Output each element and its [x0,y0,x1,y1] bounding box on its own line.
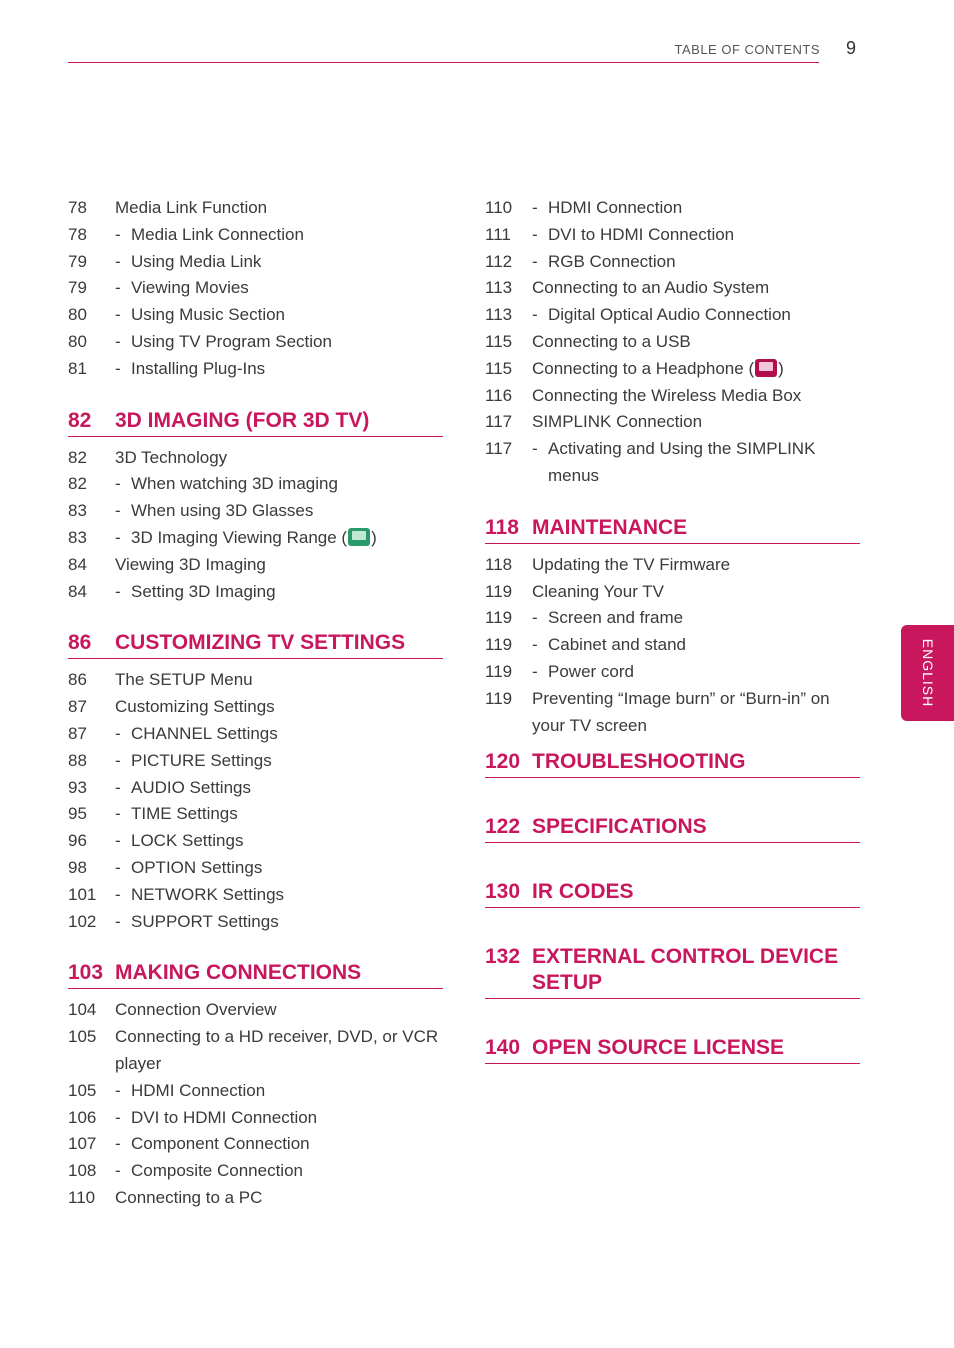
toc-subentry[interactable] [485,302,860,329]
section-page: 120 [485,750,521,774]
toc-entry[interactable] [68,667,443,694]
subentry-dash: - [115,1161,121,1181]
subentry-dash: - [115,1107,121,1127]
section-page: 86 [68,631,92,655]
toc-entry-page: 84 [68,554,87,574]
section-spacer [485,786,860,804]
toc-subentry[interactable] [68,302,443,329]
toc-entry-text: Connecting the Wireless Media Box [532,385,802,405]
toc-entry-title [68,694,443,721]
toc-entry-page: 88 [68,750,87,770]
toc-entry-text: HDMI Connection [548,198,683,217]
toc-subentry[interactable] [68,1105,443,1132]
subentry-dash: - [115,750,121,770]
toc-entry-page: 110 [485,198,513,217]
toc-entry-page: 113 [485,278,513,298]
toc-entry-title [485,356,860,383]
toc-entry-text: SUPPORT Settings [131,911,279,931]
toc-entry-title [68,1024,443,1078]
toc-entry-title [485,302,860,329]
toc-subentry[interactable] [485,632,860,659]
toc-entry-text: TIME Settings [131,804,238,824]
toc-entry-page: 105 [68,1027,97,1047]
toc-entry-page: 112 [485,251,513,271]
toc-entry-title [485,249,860,276]
toc-entry-text: LOCK Settings [131,831,244,851]
toc-entry-title [68,748,443,775]
toc-entry-text: When watching 3D imaging [131,474,338,494]
toc-entry-page: 106 [68,1107,97,1127]
section-heading[interactable] [485,879,860,908]
toc-subentry[interactable] [68,525,443,552]
toc-subentry[interactable] [68,909,443,936]
section-page: 122 [485,815,521,839]
toc-entry-page: 87 [68,697,87,717]
subentry-dash: - [115,831,121,851]
toc-entry-text: Connecting to an Audio System [532,278,770,298]
toc-entry-text: Using Media Link [131,251,262,271]
toc-entry-text: Screen and frame [548,608,684,628]
toc-entry-page: 83 [68,527,87,547]
toc-entry-text: Cleaning Your TV [532,581,665,601]
section-heading[interactable] [485,814,860,843]
toc-entry-page: 119 [485,661,513,681]
toc-entry[interactable] [68,552,443,579]
language-tab-label: ENGLISH [919,638,936,708]
toc-entry-title [68,775,443,802]
section-spacer [485,1007,860,1025]
toc-entry-text: CHANNEL Settings [131,723,278,743]
toc-entry-title [68,855,443,882]
toc-entry-title [68,445,443,472]
subentry-dash: - [115,501,121,521]
toc-entry-title [68,1131,443,1158]
toc-subentry[interactable] [485,195,860,222]
toc-entry[interactable] [68,445,443,472]
section-heading[interactable] [485,944,860,999]
toc-entry-page: 105 [68,1080,97,1100]
subentry-dash: - [532,224,538,244]
toc-subentry[interactable] [68,1131,443,1158]
toc-entry[interactable] [485,329,860,356]
toc-entry-text: Digital Optical Audio Connection [548,305,791,325]
toc-entry-title [485,275,860,302]
toc-entry-page: 96 [68,831,87,851]
toc-entry-title [68,997,443,1024]
toc-entry-title [68,222,443,249]
toc-entry-page: 78 [68,198,87,217]
toc-entry[interactable] [485,552,860,579]
toc-subentry[interactable] [485,659,860,686]
subentry-dash: - [115,251,121,271]
subentry-dash: - [532,251,538,271]
header-divider [68,62,819,63]
toc-entry[interactable] [485,409,860,436]
toc-entry-title [68,801,443,828]
toc-entry-page: 119 [485,688,513,708]
language-tab [901,625,954,721]
subentry-dash: - [532,305,538,325]
subentry-dash: - [115,911,121,931]
section-spacer [485,851,860,869]
section-page: 118 [485,515,519,539]
section-title: MAKING CONNECTIONS [115,961,362,985]
toc-entry-title [68,552,443,579]
section-page: 82 [68,408,92,432]
subentry-dash: - [115,331,121,351]
toc-entry-page: 81 [68,358,87,378]
toc-right-column [485,195,860,1090]
toc-entry-title [68,195,443,222]
section-spacer [485,1072,860,1090]
toc-entry-text: Using Music Section [131,305,286,325]
toc-subentry[interactable] [68,471,443,498]
toc-subentry[interactable] [68,1078,443,1105]
section-title: 3D IMAGING (FOR 3D TV) [115,408,370,432]
toc-subentry[interactable] [68,882,443,909]
toc-entry-text: 3D Imaging Viewing Range ( [131,527,348,547]
toc-subentry[interactable] [68,748,443,775]
3d-tv-icon [348,528,370,546]
toc-entry-title [485,659,860,686]
toc-entry-text: When using 3D Glasses [131,501,314,521]
toc-subentry[interactable] [68,275,443,302]
toc-subentry[interactable] [68,855,443,882]
toc-entry[interactable] [68,694,443,721]
section-title: IR CODES [532,880,634,904]
subentry-dash: - [115,358,121,378]
lcd-tv-icon [755,359,777,377]
subentry-dash: - [115,305,121,325]
toc-subentry[interactable] [68,579,443,606]
toc-entry-page: 115 [485,358,513,378]
toc-entry-text: Preventing “Image burn” or “Burn-in” on your TV screen [532,688,830,735]
section-heading[interactable] [485,1035,860,1064]
toc-entry-text: Activating and Using the SIMPLINK menus [548,439,816,485]
subentry-dash: - [532,661,538,681]
section-title: SPECIFICATIONS [532,815,707,839]
toc-entry-title [485,195,860,222]
toc-entry-page: 115 [485,331,513,351]
toc-entry[interactable] [68,1185,443,1212]
subentry-dash: - [115,1134,121,1154]
toc-entry-text: HDMI Connection [131,1080,266,1100]
toc-entry-text: Media Link Function [115,198,268,217]
toc-entry[interactable] [68,195,443,222]
section-title: CUSTOMIZING TV SETTINGS [115,631,406,655]
toc-entry-text: AUDIO Settings [131,777,251,797]
toc-subentry[interactable] [485,222,860,249]
toc-entry-page: 83 [68,501,87,521]
section-page: 132 [485,945,521,969]
subentry-dash: - [115,804,121,824]
section-page: 140 [485,1036,521,1060]
toc-entry-page: 119 [485,608,513,628]
toc-entry-title [68,721,443,748]
toc-entry-text: DVI to HDMI Connection [131,1107,318,1127]
toc-entry-title [68,909,443,936]
toc-entry-page: 79 [68,251,87,271]
toc-subentry[interactable] [68,775,443,802]
toc-entry[interactable] [68,997,443,1024]
toc-entry-title [485,409,860,436]
toc-entry[interactable] [68,1024,443,1078]
toc-entry-text: NETWORK Settings [131,884,285,904]
toc-entry-text: 3D Technology [115,447,228,467]
toc-entry-page: 86 [68,670,87,690]
toc-subentry[interactable] [485,249,860,276]
section-title: TROUBLESHOOTING [532,750,746,774]
toc-entry[interactable] [485,356,860,383]
section-spacer [485,916,860,934]
subentry-dash: - [115,474,121,494]
toc-entry-title [485,632,860,659]
toc-entry[interactable] [485,275,860,302]
toc-entry-text: OPTION Settings [131,857,263,877]
toc-entry-page: 117 [485,439,513,459]
toc-entry-text: Connecting to a USB [532,331,691,351]
toc-entry-text: Component Connection [131,1134,310,1154]
toc-entry-title [68,471,443,498]
toc-entry[interactable] [485,686,860,740]
toc-entry-text: Connecting to a HD receiver, DVD, or VCR player [115,1027,439,1073]
toc-entry-page: 119 [485,635,513,655]
toc-entry-title [485,383,860,410]
subentry-dash: - [115,527,121,547]
toc-entry-page: 84 [68,581,87,601]
toc-entry-page: 82 [68,447,87,467]
subentry-dash: - [115,278,121,298]
toc-entry-title [68,882,443,909]
toc-entry-page: 117 [485,412,513,432]
toc-entry-page: 78 [68,224,87,244]
toc-entry-text: DVI to HDMI Connection [548,224,735,244]
toc-subentry[interactable] [68,356,443,383]
toc-entry-title [68,302,443,329]
toc-subentry[interactable] [485,605,860,632]
toc-entry-title [68,828,443,855]
toc-entry-page: 101 [68,884,97,904]
toc-subentry[interactable] [485,436,860,490]
toc-entry-text: Power cord [548,661,634,681]
toc-entry-text: Media Link Connection [131,224,304,244]
toc-entry-page: 104 [68,1000,97,1020]
section-heading[interactable] [68,630,443,659]
toc-entry-suffix: ) [371,527,377,547]
section-heading[interactable] [68,408,443,437]
subentry-dash: - [532,635,538,655]
page-number: 9 [846,38,857,58]
toc-entry-page: 118 [485,554,513,574]
toc-left-column [68,195,443,1212]
toc-entry-title [68,329,443,356]
toc-entry-text: Connection Overview [115,1000,277,1020]
toc-entry-page: 111 [485,224,511,244]
toc-entry-title [68,249,443,276]
subentry-dash: - [532,198,538,217]
toc-entry-title [68,356,443,383]
section-heading[interactable] [68,960,443,989]
toc-entry-page: 108 [68,1161,97,1181]
toc-entry-title [485,686,860,740]
toc-entry-text: Updating the TV Firmware [532,554,731,574]
toc-entry-text: Customizing Settings [115,697,275,717]
toc-entry-text: Connecting to a Headphone ( [532,358,755,378]
toc-entry-title [68,1078,443,1105]
toc-entry-title [485,579,860,606]
toc-entry-text: Connecting to a PC [115,1187,263,1207]
toc-entry-page: 107 [68,1134,97,1154]
section-title: MAINTENANCE [532,515,688,539]
toc-entry-title [68,275,443,302]
toc-subentry[interactable] [68,329,443,356]
toc-entry-page: 98 [68,857,87,877]
section-page: 130 [485,880,521,904]
toc-entry-page: 87 [68,723,87,743]
toc-entry-page: 110 [68,1187,96,1207]
toc-entry-title [68,1158,443,1185]
toc-entry-text: Installing Plug-Ins [131,358,266,378]
toc-entry-page: 82 [68,474,87,494]
toc-entry-text: PICTURE Settings [131,750,272,770]
toc-entry-text: Setting 3D Imaging [131,581,276,601]
toc-entry-title [68,498,443,525]
toc-entry-text: Using TV Program Section [131,331,332,351]
toc-entry-page: 119 [485,581,513,601]
toc-entry-title [485,436,860,490]
toc-entry[interactable] [485,579,860,606]
toc-subentry[interactable] [68,801,443,828]
subentry-dash: - [115,884,121,904]
toc-entry-title [485,329,860,356]
toc-subentry[interactable] [68,828,443,855]
toc-subentry[interactable] [68,222,443,249]
toc-entry-title [68,525,443,552]
toc-entry-text: Viewing Movies [131,278,249,298]
toc-subentry[interactable] [68,498,443,525]
toc-entry-page: 93 [68,777,87,797]
toc-entry-text: Composite Connection [131,1161,303,1181]
section-page: 103 [68,961,104,985]
subentry-dash: - [115,224,121,244]
toc-subentry[interactable] [68,1158,443,1185]
toc-entry-text: Viewing 3D Imaging [115,554,266,574]
subentry-dash: - [115,857,121,877]
section-heading[interactable] [485,515,860,544]
toc-entry-page: 102 [68,911,97,931]
section-title: OPEN SOURCE LICENSE [532,1036,785,1060]
subentry-dash: - [532,608,538,628]
toc-entry-page: 79 [68,278,87,298]
toc-entry-page: 116 [485,385,513,405]
toc-entry-page: 80 [68,305,87,325]
toc-entry-title [68,667,443,694]
toc-subentry[interactable] [68,249,443,276]
section-title: EXTERNAL CONTROL DEVICE SETUP [532,945,839,995]
toc-entry-title [68,579,443,606]
subentry-dash: - [115,723,121,743]
toc-entry[interactable] [485,383,860,410]
toc-entry-text: RGB Connection [548,251,676,271]
toc-entry-text: The SETUP Menu [115,670,253,690]
toc-subentry[interactable] [68,721,443,748]
toc-entry-page: 113 [485,305,513,325]
running-header: TABLE OF CONTENTS [674,42,820,57]
section-heading[interactable] [485,749,860,778]
toc-entry-page: 95 [68,804,87,824]
toc-entry-title [485,222,860,249]
subentry-dash: - [115,1080,121,1100]
toc-entry-suffix: ) [778,358,784,378]
toc-entry-title [485,552,860,579]
toc-entry-text: SIMPLINK Connection [532,412,703,432]
toc-entry-title [485,605,860,632]
toc-entry-page: 80 [68,331,87,351]
subentry-dash: - [115,777,121,797]
toc-entry-text: Cabinet and stand [548,635,686,655]
subentry-dash: - [532,439,538,459]
subentry-dash: - [115,581,121,601]
toc-entry-title [68,1185,443,1212]
toc-entry-title [68,1105,443,1132]
